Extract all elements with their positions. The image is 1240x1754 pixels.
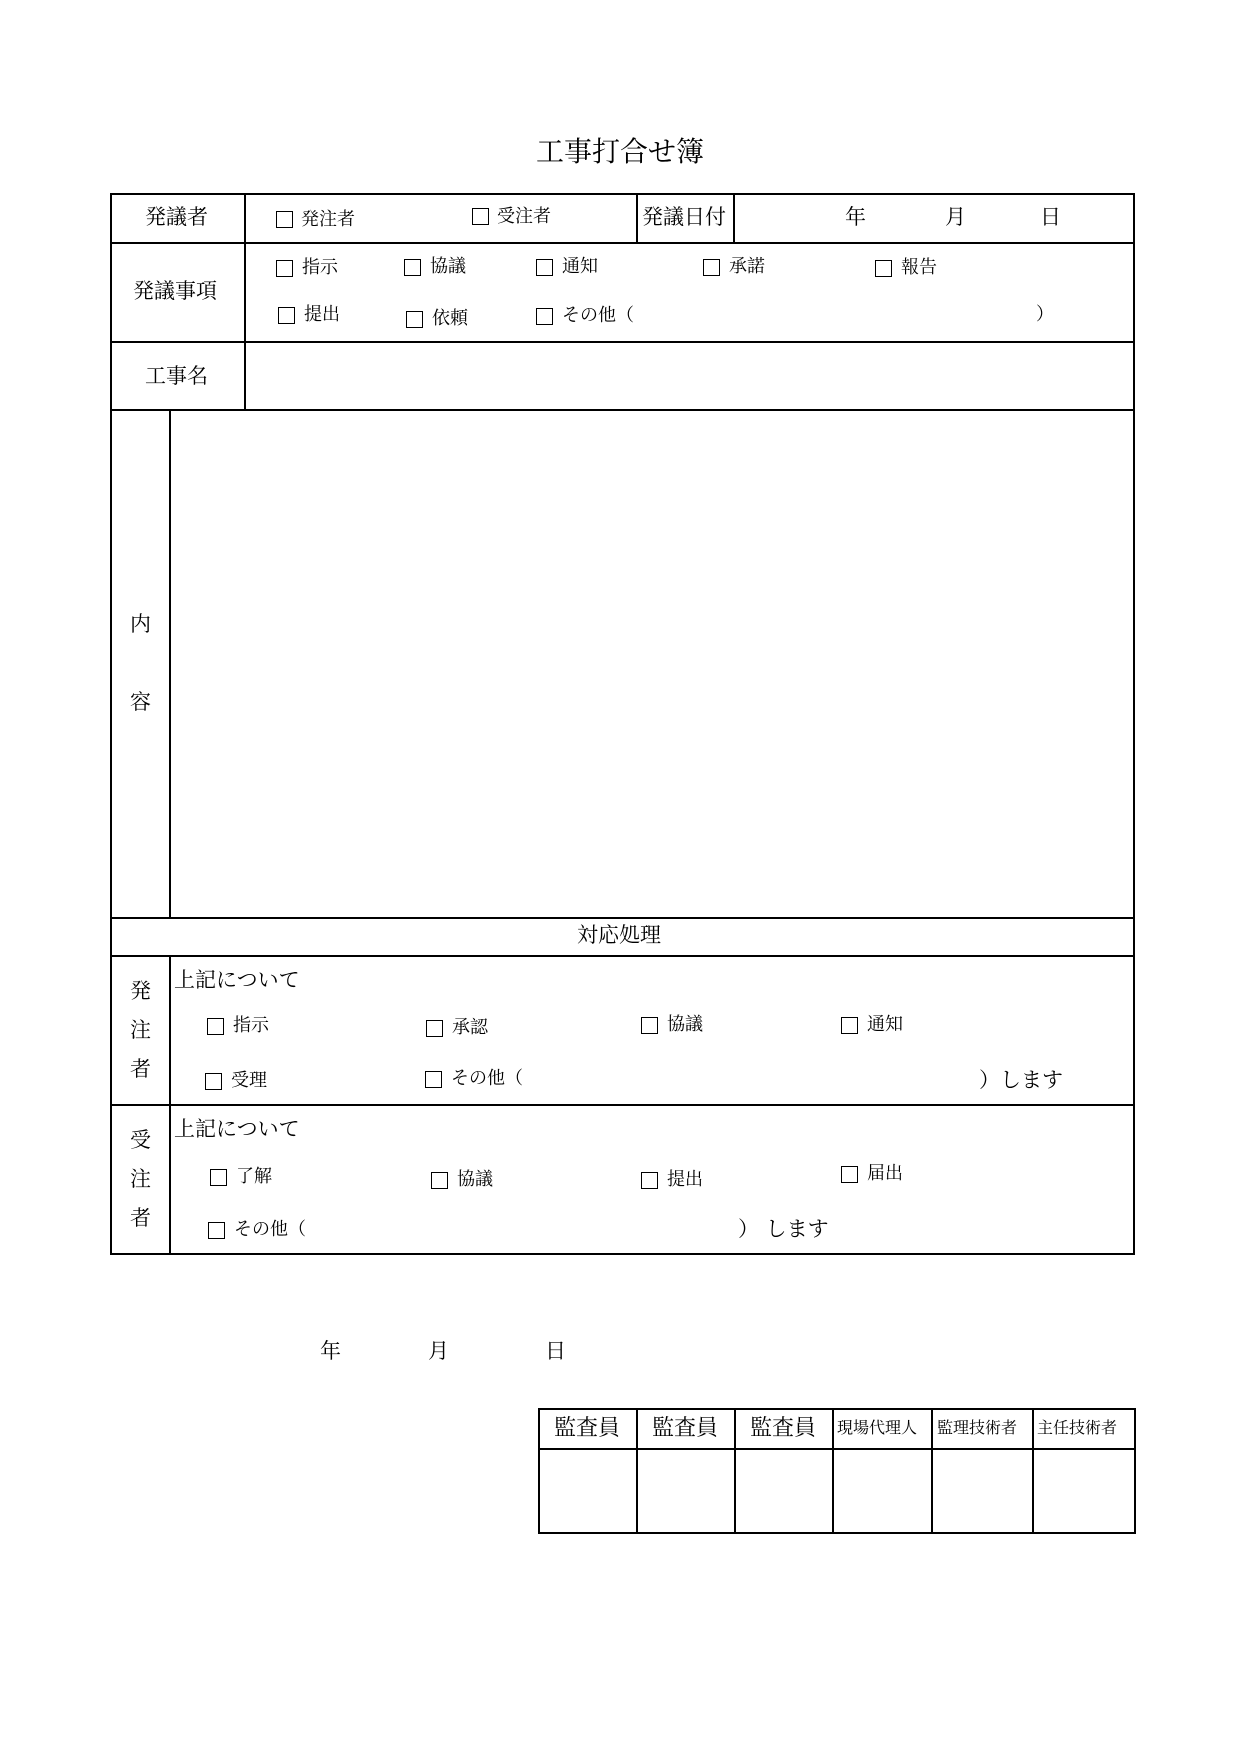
stamp-cell-supervising-engineer[interactable] — [934, 1451, 1031, 1531]
client-label-other: その他（ — [451, 1068, 523, 1089]
footer-date-year[interactable]: 年 — [320, 1339, 341, 1363]
client-checkbox-receive[interactable] — [205, 1073, 222, 1090]
matter-checkbox-other[interactable] — [536, 308, 553, 325]
client-label-approve: 承認 — [452, 1017, 488, 1038]
contractor-label-char-2: 注 — [130, 1167, 151, 1191]
contractor-checkbox-other[interactable] — [208, 1222, 225, 1239]
stamp-header-inspector-2: 監査員 — [652, 1416, 719, 1441]
stamp-cell-inspector-3[interactable] — [737, 1451, 831, 1531]
client-label-notice: 通知 — [867, 1014, 903, 1035]
matter-checkbox-request[interactable] — [406, 311, 423, 328]
proposer-client-checkbox[interactable] — [276, 211, 293, 228]
contractor-label-char-3: 者 — [130, 1206, 151, 1230]
proposer-label: 発議者 — [145, 205, 208, 229]
stamp-header-inspector-3: 監査員 — [750, 1416, 817, 1441]
response-header: 対応処理 — [577, 923, 661, 947]
stamp-header-site-agent: 現場代理人 — [837, 1418, 918, 1437]
matter-other-close: ） — [1036, 304, 1054, 325]
project-name-label: 工事名 — [145, 364, 208, 388]
footer-date-day[interactable]: 日 — [545, 1339, 566, 1363]
matter-label-other: その他（ — [562, 305, 634, 326]
contractor-label-acknowledge: 了解 — [236, 1166, 272, 1187]
page-title: 工事打合せ簿 — [535, 135, 704, 168]
client-label-char-3: 者 — [130, 1057, 151, 1081]
date-year[interactable]: 年 — [845, 205, 866, 229]
contractor-suffix: ） します — [738, 1217, 829, 1241]
contractor-label-char-1: 受 — [130, 1128, 151, 1152]
client-checkbox-instruct[interactable] — [207, 1018, 224, 1035]
matter-label-instruct: 指示 — [302, 257, 338, 278]
client-checkbox-discuss[interactable] — [641, 1017, 658, 1034]
stamp-cell-inspector-1[interactable] — [541, 1451, 635, 1531]
contractor-label-other: その他（ — [234, 1219, 306, 1240]
client-label-instruct: 指示 — [233, 1015, 269, 1036]
proposer-contractor-label: 受注者 — [497, 206, 551, 227]
contractor-checkbox-discuss[interactable] — [431, 1172, 448, 1189]
stamp-header-chief-engineer: 主任技術者 — [1037, 1418, 1118, 1437]
stamp-cell-chief-engineer[interactable] — [1035, 1451, 1133, 1531]
matter-label-request: 依頼 — [432, 308, 468, 329]
matters-label: 発議事項 — [133, 279, 217, 303]
matter-checkbox-notice[interactable] — [536, 259, 553, 276]
stamp-header-supervising-engineer: 監理技術者 — [937, 1418, 1018, 1437]
matter-checkbox-report[interactable] — [875, 260, 892, 277]
client-checkbox-other[interactable] — [425, 1071, 442, 1088]
content-label-char-1: 内 — [130, 612, 151, 636]
matter-checkbox-instruct[interactable] — [276, 260, 293, 277]
client-checkbox-notice[interactable] — [841, 1017, 858, 1034]
contractor-checkbox-notify[interactable] — [841, 1166, 858, 1183]
matter-label-notice: 通知 — [562, 256, 598, 277]
matter-checkbox-approve[interactable] — [703, 259, 720, 276]
contractor-checkbox-submit[interactable] — [641, 1172, 658, 1189]
matter-label-approve: 承諾 — [729, 256, 765, 277]
date-day[interactable]: 日 — [1040, 205, 1061, 229]
stamp-header-inspector-1: 監査員 — [554, 1416, 621, 1441]
contractor-label-submit: 提出 — [667, 1169, 703, 1190]
client-label-receive: 受理 — [231, 1070, 267, 1091]
contractor-label-notify: 届出 — [867, 1163, 903, 1184]
date-month[interactable]: 月 — [945, 205, 966, 229]
client-label-char-1: 発 — [130, 979, 151, 1003]
matter-label-discuss: 協議 — [430, 256, 466, 277]
project-name-field[interactable] — [250, 346, 1128, 404]
stamp-cell-inspector-2[interactable] — [639, 1451, 733, 1531]
matter-checkbox-discuss[interactable] — [404, 259, 421, 276]
footer-date-month[interactable]: 月 — [428, 1339, 449, 1363]
matter-label-submit: 提出 — [304, 304, 340, 325]
matter-label-report: 報告 — [901, 257, 937, 278]
client-suffix: ）します — [979, 1068, 1063, 1092]
client-label-char-2: 注 — [130, 1018, 151, 1042]
client-checkbox-approve[interactable] — [426, 1020, 443, 1037]
proposer-client-label: 発注者 — [301, 209, 355, 230]
client-intro: 上記について — [174, 968, 300, 992]
date-label: 発議日付 — [642, 205, 726, 229]
contractor-label-discuss: 協議 — [457, 1169, 493, 1190]
content-area[interactable] — [176, 415, 1128, 912]
content-label-char-2: 容 — [130, 690, 151, 714]
proposer-contractor-checkbox[interactable] — [472, 208, 489, 225]
matter-checkbox-submit[interactable] — [278, 307, 295, 324]
contractor-checkbox-acknowledge[interactable] — [210, 1169, 227, 1186]
stamp-cell-site-agent[interactable] — [835, 1451, 930, 1531]
contractor-intro: 上記について — [174, 1117, 300, 1141]
client-label-discuss: 協議 — [667, 1014, 703, 1035]
